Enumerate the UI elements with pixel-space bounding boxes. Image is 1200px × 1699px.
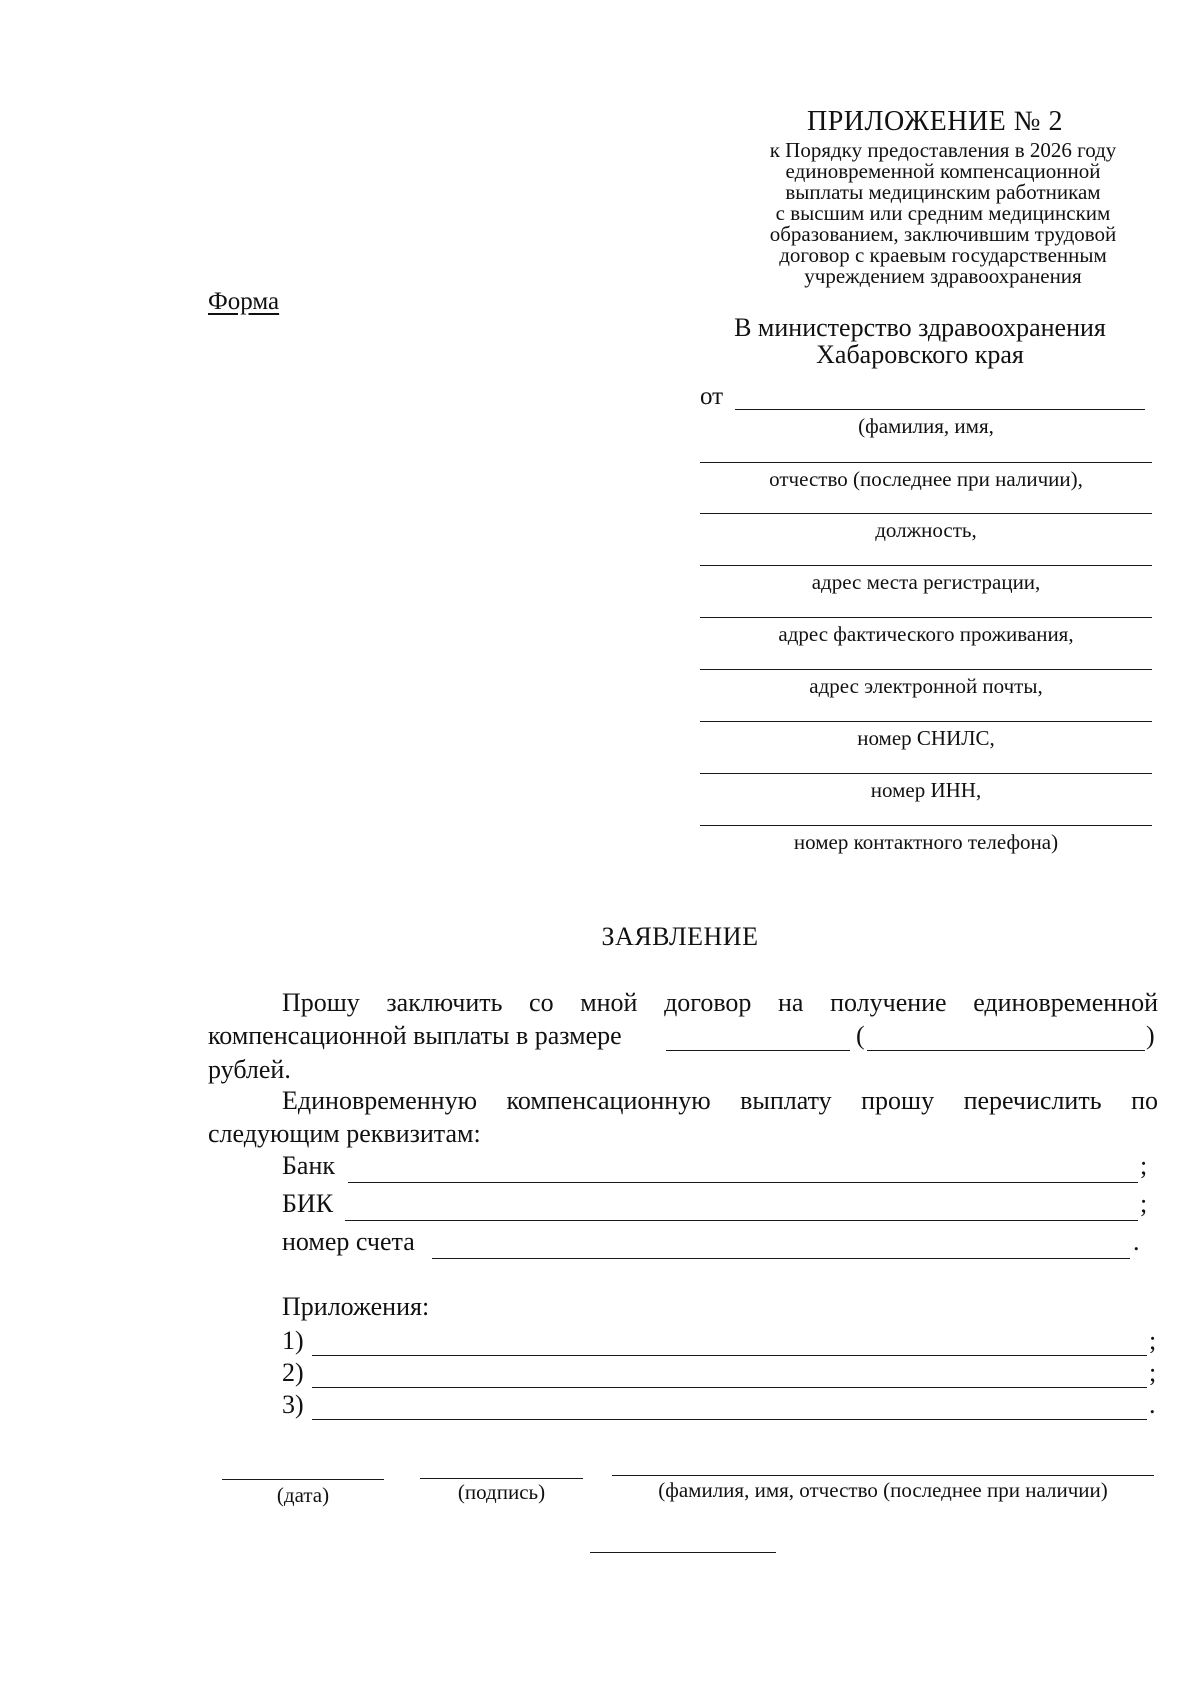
from-caption: номер ИНН, — [870, 778, 982, 802]
from-caption: номер СНИЛС, — [857, 726, 995, 750]
signature-caption: (подпись) — [457, 1480, 546, 1504]
from-caption: отчество (последнее при наличии), — [769, 467, 1083, 491]
paragraph-line: Прошу заключить со мной договор на получение единовременной — [282, 988, 1158, 1017]
amount-words-field[interactable] — [867, 1050, 1145, 1051]
attachment-end: . — [1149, 1390, 1156, 1419]
from-label: от — [700, 383, 724, 410]
account-label: номер счета — [282, 1227, 415, 1256]
addressee — [690, 314, 1150, 368]
paren-open: ( — [856, 1021, 865, 1050]
email-field[interactable] — [700, 669, 1152, 670]
full-name-field[interactable] — [612, 1475, 1154, 1476]
full-name-caption: (фамилия, имя, отчество (последнее при наличии) — [658, 1478, 1108, 1502]
from-caption: адрес фактического проживания, — [778, 622, 1074, 646]
appendix-subtitle — [718, 140, 1168, 287]
from-caption: номер контактного телефона) — [793, 830, 1059, 854]
from-caption: адрес места регистрации, — [811, 570, 1041, 594]
attachment-number: 2) — [282, 1358, 304, 1387]
phone-field[interactable] — [700, 825, 1152, 826]
from-caption: адрес электронной почты, — [809, 674, 1043, 698]
actual-address-field[interactable] — [700, 617, 1152, 618]
attachment-field-3[interactable] — [312, 1419, 1147, 1420]
paragraph-line: рублей. — [208, 1055, 291, 1084]
appendix-subtitle-line: выплаты медицинским работникам — [785, 180, 1101, 204]
attachment-field-2[interactable] — [312, 1387, 1147, 1388]
bik-field[interactable] — [345, 1220, 1138, 1221]
patronymic-field[interactable] — [700, 462, 1152, 463]
appendix-subtitle-line: единовременной компенсационной — [785, 159, 1101, 183]
attachment-field-1[interactable] — [312, 1355, 1147, 1356]
snils-field[interactable] — [700, 721, 1152, 722]
attachment-number: 1) — [282, 1326, 304, 1355]
appendix-subtitle-line: с высшим или средним медицинским — [775, 201, 1111, 225]
from-caption: (фамилия, имя, — [858, 414, 994, 438]
bank-label: Банк — [282, 1151, 336, 1180]
bank-end: ; — [1140, 1151, 1148, 1180]
paragraph-line: следующим реквизитам: — [208, 1119, 481, 1148]
closing-divider — [590, 1552, 776, 1553]
form-label: Форма — [208, 288, 280, 315]
bik-label: БИК — [282, 1189, 334, 1218]
bank-field[interactable] — [348, 1182, 1138, 1183]
attachment-number: 3) — [282, 1390, 304, 1419]
paragraph-line: компенсационной выплаты в размере — [208, 1021, 622, 1050]
attachment-end: ; — [1149, 1326, 1157, 1355]
addressee-line: В министерство здравоохранения — [734, 313, 1106, 342]
statement-heading: ЗАЯВЛЕНИЕ — [601, 922, 759, 951]
appendix-subtitle-line: договор с краевым государственным — [779, 243, 1107, 267]
paragraph-line: Единовременную компенсационную выплату прошу перечислить по — [282, 1086, 1158, 1115]
amount-digits-field[interactable] — [666, 1050, 850, 1051]
attachments-title: Приложения: — [282, 1292, 430, 1321]
signature-field[interactable] — [420, 1478, 583, 1479]
addressee-line: Хабаровского края — [816, 340, 1024, 369]
account-end: . — [1133, 1227, 1140, 1256]
appendix-title: ПРИЛОЖЕНИЕ № 2 — [807, 106, 1063, 137]
account-field[interactable] — [432, 1258, 1130, 1259]
paren-close: ) — [1146, 1021, 1155, 1050]
bik-end: ; — [1140, 1189, 1148, 1218]
registration-address-field[interactable] — [700, 565, 1152, 566]
from-name-field[interactable] — [735, 409, 1145, 410]
date-field[interactable] — [222, 1479, 384, 1480]
position-field[interactable] — [700, 513, 1152, 514]
appendix-subtitle-line: образованием, заключившим трудовой — [769, 222, 1117, 246]
from-caption: должность, — [875, 518, 977, 542]
inn-field[interactable] — [700, 773, 1152, 774]
appendix-subtitle-line: к Порядку предоставления в 2026 году — [769, 138, 1117, 162]
attachment-end: ; — [1149, 1358, 1157, 1387]
date-caption: (дата) — [276, 1483, 330, 1507]
appendix-subtitle-line: учреждением здравоохранения — [804, 264, 1082, 288]
